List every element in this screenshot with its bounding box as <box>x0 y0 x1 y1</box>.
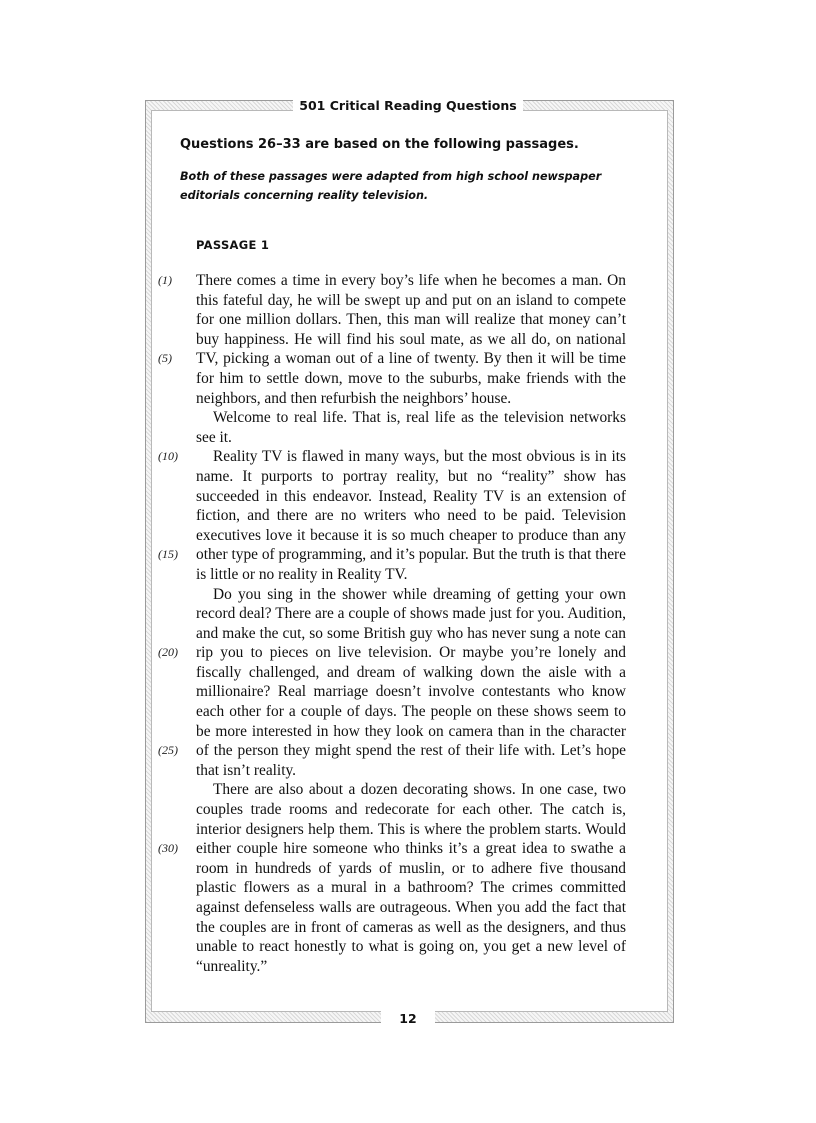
running-title: 501 Critical Reading Questions <box>293 98 522 114</box>
passage-paragraph: Reality TV is flawed in many ways, but the most obvious is in its name. It purports to portray reality, but no “reality” show has succeeded in this endeavor. Instead, Reality TV is an extension of fiction, and there are no writers who need to be paid. Television executives love it because it is so much cheaper to produce than any other type of programming, and it’s popular. But the truth is that there is little or no reality in Reality TV. <box>196 448 626 583</box>
page-number: 12 <box>381 1011 434 1027</box>
passage-label: PASSAGE 1 <box>196 238 270 252</box>
intro-note: Both of these passages were adapted from high school newspaper editorials concerning reality television. <box>180 170 602 202</box>
line-number: (15) <box>158 547 178 562</box>
passage-paragraph: There comes a time in every boy’s life when he becomes a man. On this fateful day, he will be swept up and put on an island to compete for one million dollars. Then, this man will realize that money can’t buy happiness. He will find his soul mate, as we all do, on national TV, picking a woman out of a line of twenty. By then it will be time for him to settle down, move to the suburbs, make friends with the neighbors, and then refurbish the neighbors’ house. <box>196 272 626 407</box>
line-number: (20) <box>158 645 178 660</box>
line-number: (25) <box>158 743 178 758</box>
page-footer <box>0 1010 816 1028</box>
passage-paragraph: Welcome to real life. That is, real life as the television networks see it. <box>196 409 626 446</box>
passage-body <box>196 271 626 976</box>
running-head <box>0 97 816 115</box>
line-number: (10) <box>158 449 178 464</box>
passage-paragraph: Do you sing in the shower while dreaming of getting your own record deal? There are a couple of shows made just for you. Audition, and make the cut, so some British guy who has never sung a note can rip you to pieces on live television. Or maybe you’re lonely and fiscally challenged, and dream of walking down the aisle with a millionaire? Real marriage doesn’t involve contestants who know each other for a couple of days. The people on these shows seem to be more interested in how they look on camera than in the character of the person they might spend the rest of their life with. Let’s hope that isn’t reality. <box>196 585 626 779</box>
line-number: (5) <box>158 351 172 366</box>
question-heading: Questions 26–33 are based on the following passages. <box>180 137 579 152</box>
passage-paragraph: There are also about a dozen decorating shows. In one case, two couples trade rooms and redecorate for each other. The catch is, interior designers help them. This is where the problem starts. Would either couple hire someone who thinks it’s a great idea to swathe a room in hundreds of yards of muslin, or to adhere five thousand plastic flowers as a mural in a bathroom? The crimes committed against defenseless walls are outrageous. When you add the fact that the couples are in front of cameras as well as the designers, and thus unable to react honestly to what is going on, you get a new level of “unreality.” <box>196 781 626 975</box>
line-number: (30) <box>158 841 178 856</box>
line-number: (1) <box>158 273 172 287</box>
